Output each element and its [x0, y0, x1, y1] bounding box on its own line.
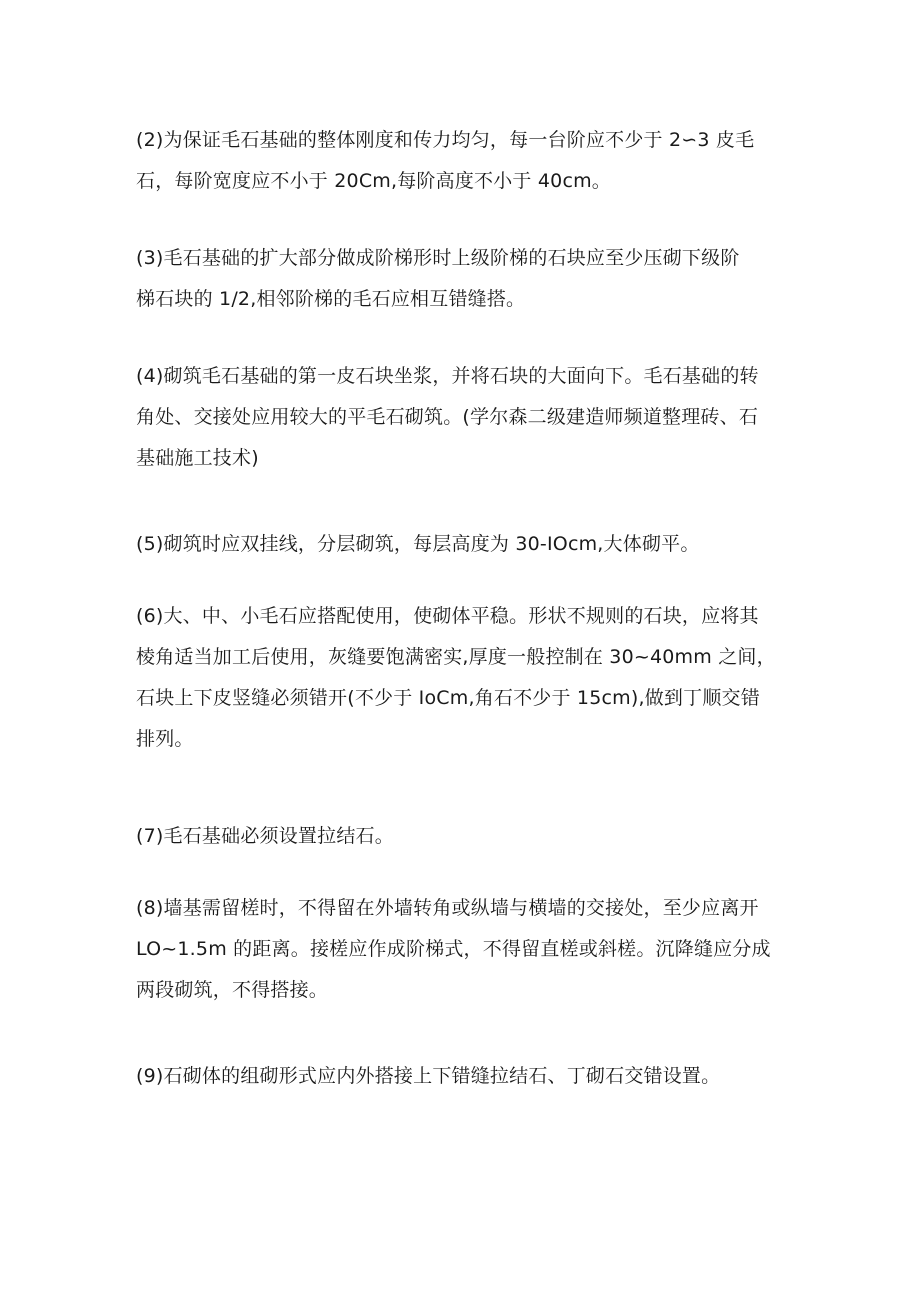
paragraph-4 — [136, 356, 796, 479]
paragraph-line: (2)为保证毛石基础的整体刚度和传力均匀，每一台阶应不少于 2∽3 皮毛 — [136, 129, 755, 151]
paragraph-line: (4)砌筑毛石基础的第一皮石块坐浆，并将石块的大面向下。毛石基础的转 — [136, 365, 759, 387]
paragraph-9 — [136, 1056, 796, 1097]
paragraph-line: (3)毛石基础的扩大部分做成阶梯形时上级阶梯的石块应至少压砌下级阶 — [136, 247, 740, 269]
paragraph-line: (6)大、中、小毛石应搭配使用，使砌体平稳。形状不规则的石块，应将其 — [136, 605, 759, 627]
paragraph-line: (9)石砌体的组砌形式应内外搭接上下错缝拉结石、丁砌石交错设置。 — [136, 1065, 721, 1087]
paragraph-line: 石块上下皮竖缝必须错开(不少于 IoCm,角石不少于 15cm),做到丁顺交错 — [136, 687, 760, 709]
paragraph-line: LO~1.5m 的距离。接槎应作成阶梯式，不得留直槎或斜槎。沉降缝应分成 — [136, 938, 771, 960]
paragraph-5 — [136, 524, 796, 565]
paragraph-2 — [136, 120, 796, 202]
paragraph-6 — [136, 596, 796, 760]
paragraph-line: 棱角适当加工后使用，灰缝要饱满密实,厚度一般控制在 30~40mm 之间， — [136, 646, 776, 668]
paragraph-line: (7)毛石基础必须设置拉结石。 — [136, 825, 394, 847]
paragraph-line: 基础施工技术) — [136, 447, 259, 469]
paragraph-8 — [136, 888, 796, 1011]
paragraph-line: (8)墙基需留槎时，不得留在外墙转角或纵墙与横墙的交接处，至少应离开 — [136, 897, 759, 919]
paragraph-line: 角处、交接处应用较大的平毛石砌筑。(学尔森二级建造师频道整理砖、石 — [136, 406, 759, 428]
paragraph-line: 两段砌筑，不得搭接。 — [136, 979, 329, 1001]
paragraph-7 — [136, 816, 796, 857]
paragraph-line: 排列。 — [136, 728, 194, 750]
paragraph-3 — [136, 238, 796, 320]
paragraph-line: 石，每阶宽度应不小于 20Cm,每阶高度不小于 40cm。 — [136, 170, 612, 192]
paragraph-line: 梯石块的 1/2,相邻阶梯的毛石应相互错缝搭。 — [136, 288, 526, 310]
paragraph-line: (5)砌筑时应双挂线，分层砌筑，每层高度为 30-IOcm,大体砌平。 — [136, 533, 700, 555]
